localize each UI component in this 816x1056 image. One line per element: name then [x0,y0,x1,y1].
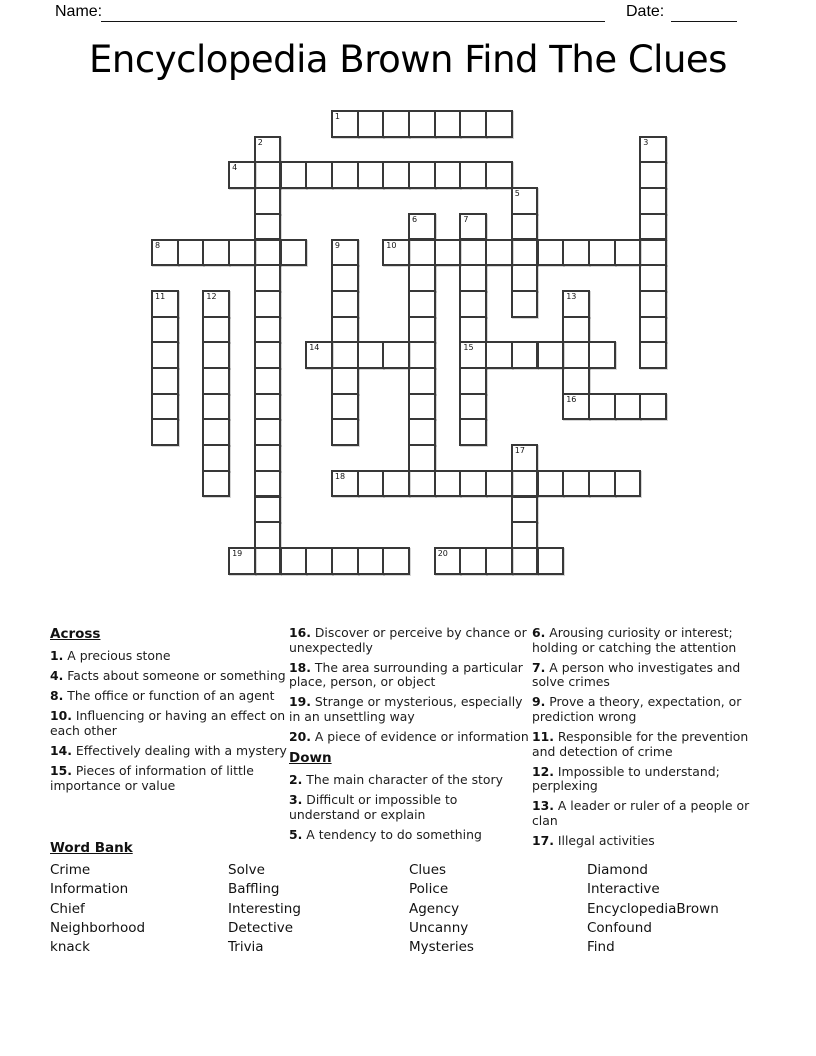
grid-cell-r17-c11[interactable] [434,547,462,575]
word-bank-word: Interactive [587,881,660,898]
grid-cell-r3-c14[interactable] [511,187,539,215]
grid-cell-r6-c4[interactable] [254,264,282,292]
grid-cell-r5-c10[interactable] [408,239,436,267]
grid-cell-r13-c14[interactable] [511,444,539,472]
grid-cell-r9-c14[interactable] [511,341,539,369]
grid-cell-r9-c9[interactable] [382,341,410,369]
across-heading: Across [50,626,101,642]
grid-cell-r5-c1[interactable] [177,239,205,267]
grid-cell-r4-c12[interactable] [459,213,487,241]
word-bank-column-1 [50,861,145,957]
grid-cell-r8-c19[interactable] [639,316,667,344]
word-bank-column-3 [409,861,474,957]
grid-cell-r11-c16[interactable] [562,393,590,421]
grid-cell-r14-c4[interactable] [254,470,282,498]
grid-cell-r0-c8[interactable] [357,110,385,138]
clue-number: 3. [289,792,303,808]
grid-cell-r0-c11[interactable] [434,110,462,138]
grid-cell-r1-c19[interactable] [639,136,667,164]
grid-cell-r8-c2[interactable] [202,316,230,344]
grid-cell-r0-c12[interactable] [459,110,487,138]
grid-cell-r16-c4[interactable] [254,521,282,549]
grid-cell-r7-c0[interactable] [151,290,179,318]
grid-cell-r17-c13[interactable] [485,547,513,575]
clue-down-3: 3. Difficult or impossible to understand or explain [289,792,458,822]
cell-number: 7 [463,214,469,224]
grid-cell-r10-c16[interactable] [562,367,590,395]
grid-cell-r15-c14[interactable] [511,496,539,524]
clue-number: 7. [532,659,546,675]
grid-cell-r14-c18[interactable] [614,470,642,498]
grid-cell-r11-c4[interactable] [254,393,282,421]
cell-number: 2 [257,137,263,147]
grid-cell-r1-c4[interactable] [254,136,282,164]
clue-down-5: 5. A tendency to do something [289,826,482,842]
date-label: Date: [626,3,665,20]
grid-cell-r6-c14[interactable] [511,264,539,292]
grid-cell-r9-c15[interactable] [537,341,565,369]
grid-cell-r10-c12[interactable] [459,367,487,395]
grid-cell-r9-c6[interactable] [305,341,333,369]
grid-cell-r11-c7[interactable] [331,393,359,421]
clue-number: 10. [50,708,72,724]
grid-cell-r5-c17[interactable] [588,239,616,267]
clue-number: 19. [289,694,311,710]
grid-cell-r14-c16[interactable] [562,470,590,498]
grid-cell-r2-c5[interactable] [280,161,308,189]
grid-cell-r5-c4[interactable] [254,239,282,267]
grid-cell-r2-c11[interactable] [434,161,462,189]
clue-across-1: 1. A precious stone [50,648,171,663]
clue-across-4: 4. Facts about someone or something [50,668,286,684]
grid-cell-r14-c15[interactable] [537,470,565,498]
grid-cell-r9-c2[interactable] [202,341,230,369]
word-bank-word: Police [409,881,449,898]
clue-across-15: 15. Pieces of information of little importance or value [50,763,254,793]
grid-cell-r11-c17[interactable] [588,393,616,421]
word-bank-word: Solve [228,862,265,878]
cell-number: 4 [232,163,238,173]
grid-cell-r2-c8[interactable] [357,161,385,189]
clue-number: 16. [289,625,311,640]
word-bank-word: Interesting [228,900,301,917]
clue-down-11: 11. Responsible for the prevention and detection of crime [532,729,749,759]
grid-cell-r14-c12[interactable] [459,470,487,498]
cell-number: 18 [334,471,346,481]
word-bank-word: Neighborhood [50,919,146,936]
grid-cell-r0-c10[interactable] [408,110,436,138]
cell-number: 3 [643,137,649,147]
clue-number: 4. [50,668,64,684]
grid-cell-r9-c19[interactable] [639,341,667,369]
grid-cell-r17-c4[interactable] [254,547,282,575]
grid-cell-r13-c10[interactable] [408,444,436,472]
grid-cell-r12-c12[interactable] [459,418,487,446]
clue-across-18: 18. The area surrounding a particular place, person, or object [289,659,523,690]
clue-down-12: 12. Impossible to understand; perplexing [532,763,720,794]
clue-down-6: 6. Arousing curiosity or interest; holding or catching the attention [532,625,737,655]
grid-cell-r2-c12[interactable] [459,161,487,189]
cell-number: 11 [155,291,166,301]
grid-cell-r3-c4[interactable] [254,187,282,215]
word-bank-word: Agency [409,900,460,917]
grid-cell-r0-c13[interactable] [485,110,513,138]
grid-cell-r8-c4[interactable] [254,316,282,344]
clue-down-7: 7. A person who investigates and solve crimes [532,659,741,690]
cell-number: 20 [437,548,448,558]
word-bank-word: Clues [409,862,447,878]
page-title: Encyclopedia Brown Find The Clues [89,38,727,81]
grid-cell-r7-c7[interactable] [331,290,359,318]
word-bank-word: Diamond [587,862,648,878]
grid-cell-r4-c4[interactable] [254,213,282,241]
clue-down-2: 2. The main character of the story [289,772,503,788]
word-bank-word: Find [587,939,615,956]
word-bank-word: Mysteries [409,939,474,956]
clue-across-16: 16. Discover or perceive by chance or unexpectedly [289,625,527,655]
clue-across-10: 10. Influencing or having an effect on each other [50,708,286,738]
grid-cell-r14-c10[interactable] [408,470,436,498]
clue-number: 5. [289,826,303,842]
grid-cell-r16-c14[interactable] [511,521,539,549]
clue-down-17: 17. Illegal activities [532,833,655,849]
grid-cell-r2-c10[interactable] [408,161,436,189]
clue-number: 20. [289,729,311,745]
grid-cell-r17-c9[interactable] [382,547,410,575]
clue-number: 6. [532,625,546,640]
clue-across-20: 20. A piece of evidence or information [289,729,529,745]
grid-cell-r12-c4[interactable] [254,418,282,446]
grid-cell-r5-c7[interactable] [331,239,359,267]
clue-number: 18. [289,659,311,675]
grid-cell-r9-c16[interactable] [562,341,590,369]
grid-cell-r14-c14[interactable] [511,470,539,498]
grid-cell-r6-c7[interactable] [331,264,359,292]
cell-number: 5 [514,189,520,199]
grid-cell-r8-c7[interactable] [331,316,359,344]
cell-number: 15 [463,343,474,353]
grid-cell-r10-c10[interactable] [408,367,436,395]
grid-cell-r5-c9[interactable] [382,239,410,267]
word-bank-word: Trivia [228,939,264,956]
grid-cell-r14-c11[interactable] [434,470,462,498]
grid-cell-r17-c6[interactable] [305,547,333,575]
grid-cell-r13-c4[interactable] [254,444,282,472]
grid-cell-r17-c7[interactable] [331,547,359,575]
grid-cell-r7-c12[interactable] [459,290,487,318]
word-bank-word: Detective [228,919,294,936]
clue-number: 2. [289,772,303,788]
clue-number: 8. [50,688,64,704]
grid-cell-r8-c16[interactable] [562,316,590,344]
grid-cell-r12-c7[interactable] [331,418,359,446]
word-bank-word: EncyclopediaBrown [587,900,719,917]
grid-cell-r5-c2[interactable] [202,239,230,267]
cell-number: 12 [206,291,217,301]
clue-number: 11. [532,729,554,745]
grid-cell-r5-c18[interactable] [614,239,642,267]
cell-number: 9 [334,240,340,250]
word-bank-word: Chief [50,900,85,917]
clue-down-9: 9. Prove a theory, expectation, or prediction wrong [532,694,742,724]
grid-cell-r11-c18[interactable] [614,393,642,421]
grid-cell-r11-c10[interactable] [408,393,436,421]
grid-cell-r2-c4[interactable] [254,161,282,189]
grid-cell-r7-c10[interactable] [408,290,436,318]
word-bank-word: knack [50,939,90,956]
grid-cell-r4-c10[interactable] [408,213,436,241]
cell-number: 8 [155,240,161,250]
grid-cell-r8-c10[interactable] [408,316,436,344]
grid-cell-r7-c16[interactable] [562,290,590,318]
grid-cell-r4-c19[interactable] [639,213,667,241]
grid-cell-r9-c13[interactable] [485,341,513,369]
grid-cell-r2-c3[interactable] [228,161,256,189]
word-bank-word: Crime [50,862,91,878]
word-bank-word: Uncanny [409,919,469,936]
grid-cell-r2-c19[interactable] [639,161,667,189]
grid-cell-r17-c15[interactable] [537,547,565,575]
grid-cell-r5-c14[interactable] [511,239,539,267]
grid-cell-r9-c17[interactable] [588,341,616,369]
grid-cell-r12-c10[interactable] [408,418,436,446]
grid-cell-r5-c19[interactable] [639,239,667,267]
grid-cell-r14-c17[interactable] [588,470,616,498]
word-bank-word: Baffling [228,881,280,898]
grid-cell-r8-c12[interactable] [459,316,487,344]
word-bank-column-2 [228,861,301,957]
grid-cell-r9-c8[interactable] [357,341,385,369]
grid-cell-r5-c11[interactable] [434,239,462,267]
cell-number: 16 [566,394,577,404]
grid-cell-r3-c19[interactable] [639,187,667,215]
grid-cell-r6-c19[interactable] [639,264,667,292]
grid-cell-r12-c2[interactable] [202,418,230,446]
clue-number: 17. [532,833,554,849]
clue-down-13: 13. A leader or ruler of a people or clan [532,798,750,829]
grid-cell-r11-c12[interactable] [459,393,487,421]
grid-cell-r17-c14[interactable] [511,547,539,575]
cell-number: 17 [514,446,525,456]
grid-cell-r15-c4[interactable] [254,496,282,524]
cell-number: 1 [334,112,340,121]
grid-cell-r5-c16[interactable] [562,239,590,267]
grid-cell-r17-c12[interactable] [459,547,487,575]
name-label: Name: [55,3,103,20]
grid-cell-r7-c4[interactable] [254,290,282,318]
grid-cell-r11-c0[interactable] [151,393,179,421]
grid-cell-r14-c9[interactable] [382,470,410,498]
grid-cell-r9-c4[interactable] [254,341,282,369]
clue-across-14: 14. Effectively dealing with a mystery [50,742,287,758]
grid-cell-r2-c13[interactable] [485,161,513,189]
grid-cell-r8-c0[interactable] [151,316,179,344]
grid-cell-r17-c3[interactable] [228,547,256,575]
grid-cell-r0-c7[interactable] [331,110,359,138]
grid-cell-r5-c13[interactable] [485,239,513,267]
clue-number: 14. [50,742,72,758]
clue-number: 12. [532,763,554,779]
grid-cell-r14-c8[interactable] [357,470,385,498]
clue-number: 1. [50,648,64,663]
clue-across-19: 19. Strange or mysterious, especially in an unsettling way [289,694,523,724]
grid-cell-r2-c9[interactable] [382,161,410,189]
grid-cell-r5-c0[interactable] [151,239,179,267]
clue-column-2 [289,626,530,848]
grid-cell-r5-c3[interactable] [228,239,256,267]
cell-number: 10 [386,240,397,250]
grid-cell-r17-c5[interactable] [280,547,308,575]
grid-cell-r0-c9[interactable] [382,110,410,138]
grid-cell-r11-c19[interactable] [639,393,667,421]
grid-cell-r10-c0[interactable] [151,367,179,395]
cell-number: 19 [232,548,243,558]
grid-cell-r11-c2[interactable] [202,393,230,421]
clue-column-1 [50,626,291,799]
grid-cell-r6-c12[interactable] [459,264,487,292]
grid-cell-r2-c7[interactable] [331,161,359,189]
word-bank-word: Confound [587,919,652,936]
grid-cell-r5-c12[interactable] [459,239,487,267]
grid-cell-r12-c0[interactable] [151,418,179,446]
grid-cell-r10-c7[interactable] [331,367,359,395]
word-bank-title: Word Bank [50,840,133,856]
clue-column-3 [532,626,773,854]
grid-cell-r6-c10[interactable] [408,264,436,292]
clue-number: 13. [532,798,554,814]
down-heading: Down [289,750,332,767]
grid-cell-r14-c7[interactable] [331,470,359,498]
clue-across-8: 8. The office or function of an agent [50,688,275,704]
cell-number: 14 [309,343,320,353]
grid-cell-r9-c12[interactable] [459,341,487,369]
grid-cell-r10-c4[interactable] [254,367,282,395]
grid-cell-r5-c15[interactable] [537,239,565,267]
cell-number: 6 [412,214,418,224]
grid-cell-r13-c2[interactable] [202,444,230,472]
grid-cell-r7-c19[interactable] [639,290,667,318]
grid-cell-r9-c7[interactable] [331,341,359,369]
grid-cell-r2-c6[interactable] [305,161,333,189]
clue-number: 9. [532,694,546,710]
word-bank-word: Information [50,881,129,898]
cell-number: 13 [566,291,577,301]
grid-cell-r9-c10[interactable] [408,341,436,369]
grid-cell-r10-c2[interactable] [202,367,230,395]
grid-cell-r5-c5[interactable] [280,239,308,267]
grid-cell-r4-c14[interactable] [511,213,539,241]
clue-number: 15. [50,763,72,779]
grid-cell-r14-c2[interactable] [202,470,230,498]
grid-cell-r17-c8[interactable] [357,547,385,575]
word-bank-column-4 [587,861,719,957]
grid-cell-r7-c14[interactable] [511,290,539,318]
grid-cell-r7-c2[interactable] [202,290,230,318]
grid-cell-r9-c0[interactable] [151,341,179,369]
grid-cell-r14-c13[interactable] [485,470,513,498]
